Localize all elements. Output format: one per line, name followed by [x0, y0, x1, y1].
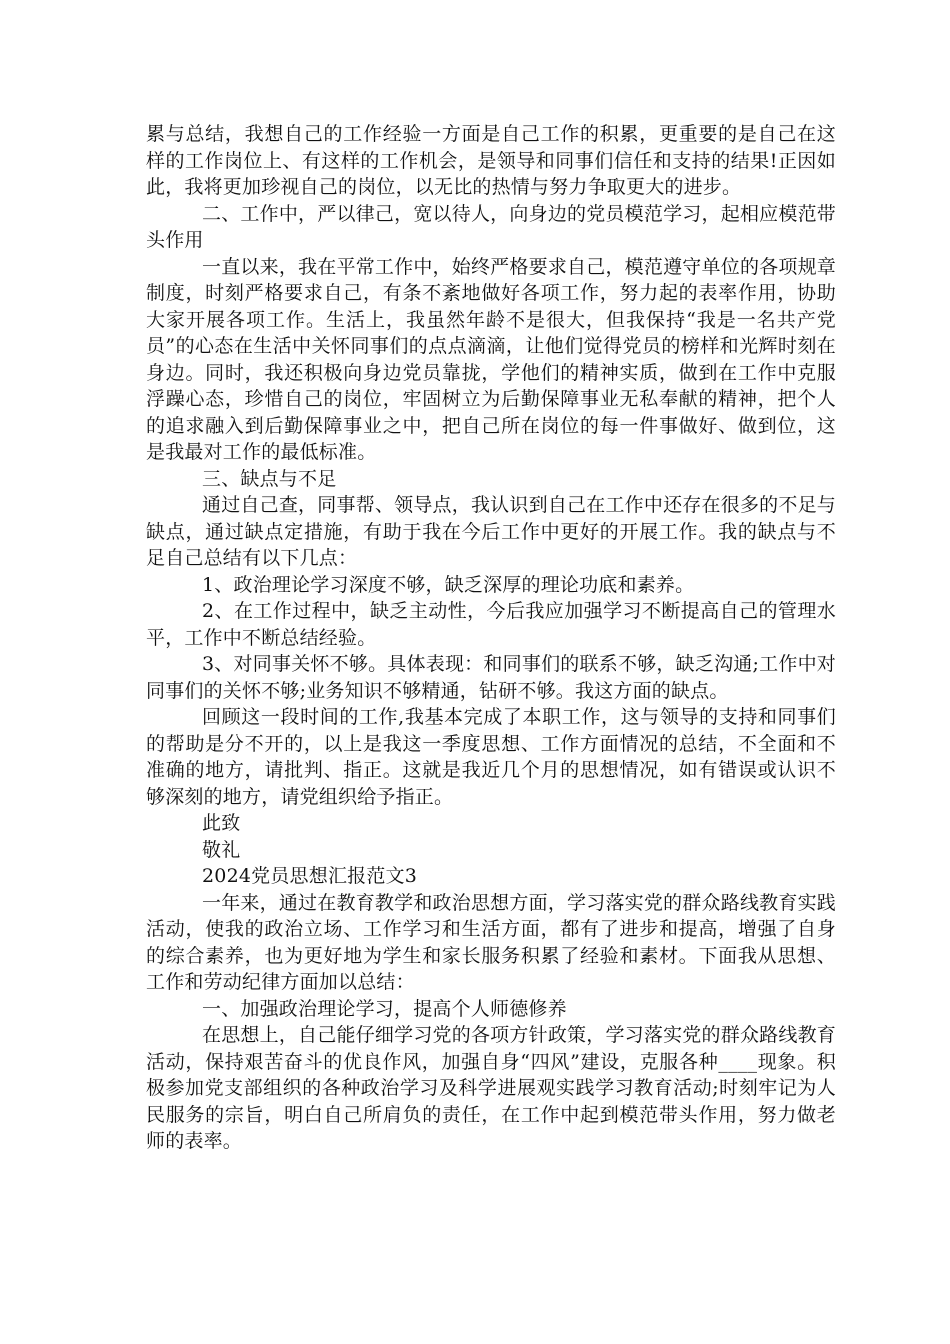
paragraph-review: 回顾这一段时间的工作,我基本完成了本职工作，这与领导的支持和同事们的帮助是分不开的，以上是我这一季度思想、工作方面情况的总结，不全面和不准确的地方，请批判、指正。这就是我近几个月的思想情况，如有错误或认识不够深刻的地方，请党组织给予指正。	[146, 706, 836, 808]
document-body	[146, 121, 836, 1155]
paragraph-summary-continuation: 累与总结，我想自己的工作经验一方面是自己工作的积累，更重要的是自己在这样的工作岗位上、有这样的工作机会，是领导和同事们信任和支持的结果!正因如此，我将更加珍视自己的岗位，以无比的热情与努力争取更大的进步。	[146, 123, 836, 198]
section-heading-3: 三、缺点与不足	[202, 467, 337, 490]
list-item-shortcoming-1: 1、政治理论学习深度不够，缺乏深厚的理论功底和素养。	[202, 573, 695, 596]
paragraph-work-conduct: 一直以来，我在平常工作中，始终严格要求自己，模范遵守单位的各项规章制度，时刻严格要求自己，有条不紊地做好各项工作，努力起的表率作用，协助大家开展各项工作。生活上，我虽然年龄不是很大，但我保持“我是一名共产党员”的心态在生活中关怀同事们的点点滴滴，让他们觉得党员的榜样和光辉时刻在身边。同时，我还积极向身边党员靠拢，学他们的精神实质，做到在工作中克服浮躁心态，珍惜自己的岗位，牢固树立为后勤保障事业无私奉献的精神，把个人的追求融入到后勤保障事业之中，把自己所在岗位的每一件事做好、做到位，这是我最对工作的最低标准。	[146, 255, 836, 463]
closing-salutation: 此致	[202, 812, 241, 834]
paragraph-ideology: 在思想上，自己能仔细学习党的各项方针政策，学习落实党的群众路线教育活动，保持艰苦奋斗的优良作风，加强自身“四风”建设，克服各种____现象。积极参加党支部组织的各种政治学习及科学进展观实践学习教育活动;时刻牢记为人民服务的宗旨，明白自己所肩负的责任，在工作中起到模范带头作用，努力做老师的表率。	[146, 1024, 836, 1152]
list-item-shortcoming-2: 2、在工作过程中，缺乏主动性，今后我应加强学习不断提高自己的管理水平，工作中不断总结经验。	[146, 600, 836, 649]
list-item-shortcoming-3: 3、对同事关怀不够。具体表现：和同事们的联系不够，缺乏沟通;工作中对同事们的关怀不够;业务知识不够精通，钻研不够。我这方面的缺点。	[146, 653, 836, 702]
section-heading-2: 二、工作中，严以律己，宽以待人，向身边的党员模范学习，起相应模范带头作用	[146, 202, 836, 251]
article-title-3: 2024党员思想汇报范文3	[202, 865, 418, 887]
paragraph-year-overview: 一年来，通过在教育教学和政治思想方面，学习落实党的群众路线教育实践活动，使我的政治立场、工作学习和生活方面，都有了进步和提高，增强了自身的综合素养，也为更好地为学生和家长服务积累了经验和素材。下面我从思想、工作和劳动纪律方面加以总结：	[146, 891, 836, 993]
section-heading-1: 一、加强政治理论学习，提高个人师德修养	[202, 997, 567, 1020]
closing-regards: 敬礼	[202, 838, 241, 861]
paragraph-shortcomings-intro: 通过自己查，同事帮、领导点，我认识到自己在工作中还存在很多的不足与缺点，通过缺点定措施，有助于我在今后工作中更好的开展工作。我的缺点与不足自己总结有以下几点：	[146, 494, 836, 569]
